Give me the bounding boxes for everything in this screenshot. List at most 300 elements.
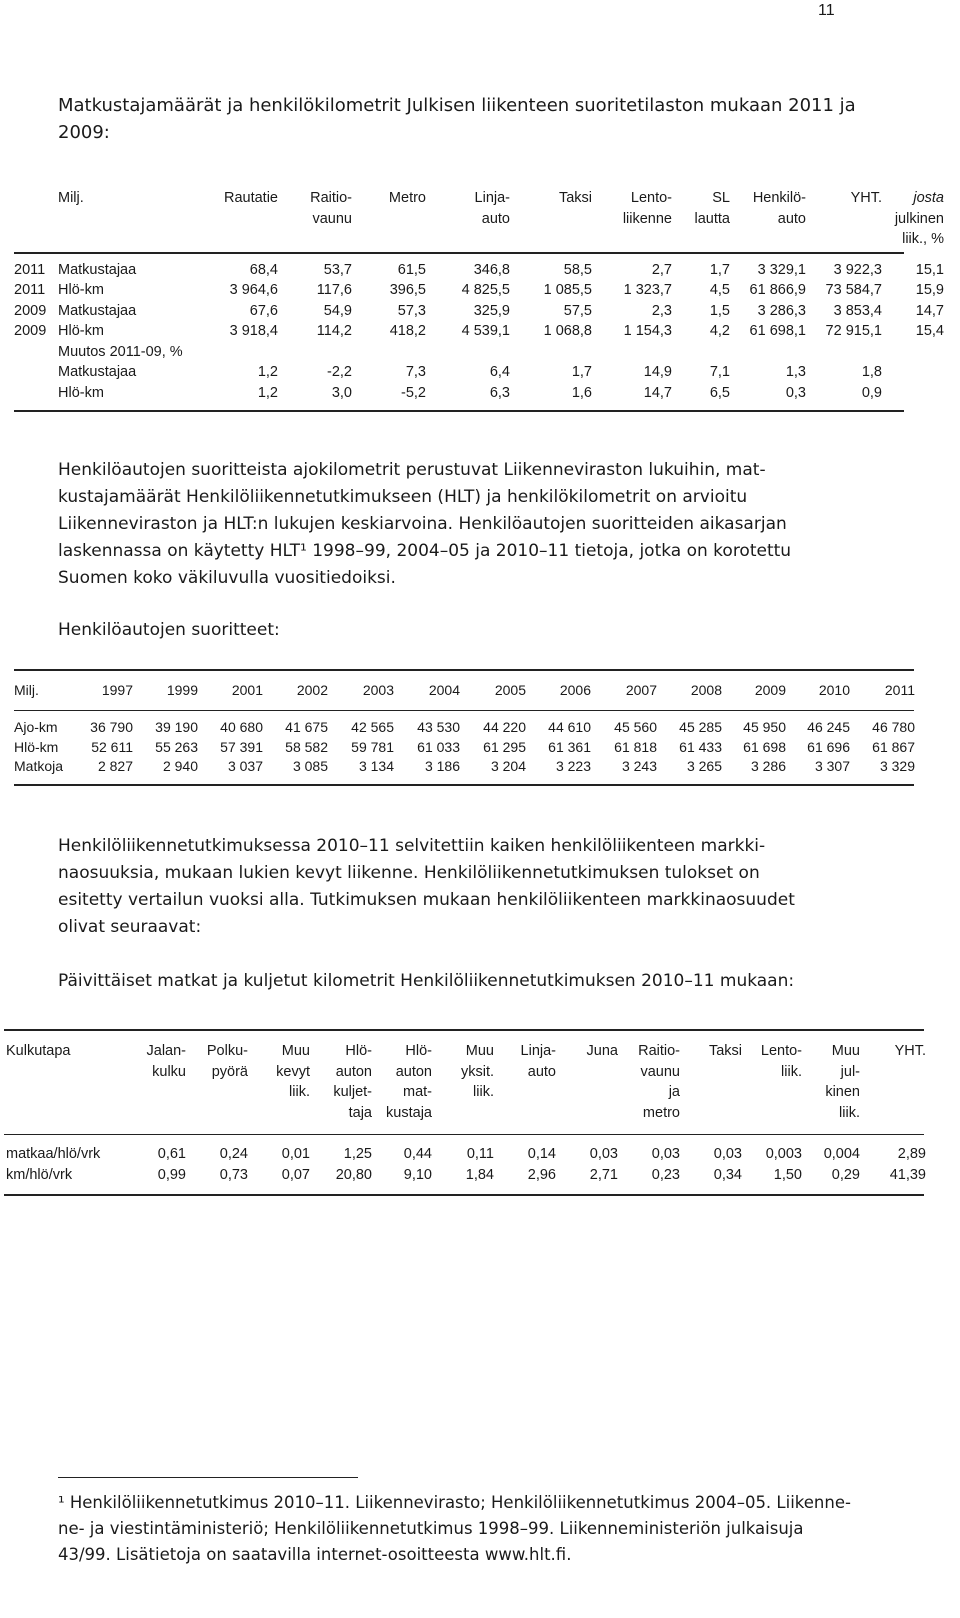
table1-header-cell: liikenne — [622, 210, 672, 227]
table1-cell: 72 915,1 — [825, 323, 882, 339]
table1-cell: 1 085,5 — [543, 282, 592, 298]
table3-header-cell: Taksi — [708, 1043, 742, 1059]
table1-header-cell: lautta — [694, 210, 730, 227]
table3-header-cell — [494, 1103, 556, 1124]
table1-header-cell — [58, 209, 168, 230]
table3-cell: 0,23 — [651, 1166, 680, 1183]
table2-cell: 61 696 — [807, 738, 850, 755]
table2-corner: Milj. — [14, 682, 39, 698]
table1-header-cell — [14, 188, 58, 209]
table1-cell: 4 825,5 — [461, 282, 510, 298]
table1-row — [14, 321, 944, 342]
table3-header-cell: mat- — [403, 1084, 432, 1100]
footnote — [58, 1490, 918, 1568]
footnote-line: 43/99. Lisätietoja on saatavilla internet-osoitteesta www.hlt.fi. — [58, 1545, 572, 1564]
table1-header-cell: auto — [777, 210, 806, 227]
table1-header-cell: josta — [913, 190, 944, 206]
table1-cell: 67,6 — [249, 302, 278, 319]
table1-cell: 1,2 — [257, 364, 278, 380]
table3-header-cell: Muu — [831, 1043, 860, 1059]
table1-year: 2009 — [14, 323, 47, 339]
table3-cell: 0,003 — [765, 1146, 802, 1162]
table2-cell: 3 329 — [879, 758, 915, 774]
table3-header-cell — [248, 1103, 310, 1124]
table1-row — [14, 260, 944, 281]
table2-year-header: 2006 — [559, 682, 591, 698]
table2-row-label: Hlö-km — [14, 738, 59, 755]
table3-bottom-rule — [4, 1194, 924, 1196]
table1-change-title-row — [14, 342, 944, 363]
paragraph-2-line: naosuuksia, mukaan lukien kevyt liikenne. Henkilöliikennetutkimuksen tulokset on — [58, 863, 760, 883]
table2-cell: 36 790 — [90, 719, 133, 735]
table3-header-cell — [556, 1103, 618, 1124]
table2-cell: 3 223 — [555, 758, 591, 774]
table1-header-cell: Henkilö- — [752, 190, 806, 206]
table1-header-cell — [352, 209, 426, 230]
table3-header-cell: kevyt — [276, 1063, 310, 1080]
table1-cell: -2,2 — [327, 364, 352, 380]
table2-cell: 44 220 — [483, 719, 526, 735]
table3-header-cell: Hlö- — [345, 1043, 372, 1059]
table2-year-header: 2011 — [884, 682, 915, 698]
table3-header-cell — [680, 1103, 742, 1124]
table1-top-rule — [14, 252, 904, 254]
table2-cell: 39 190 — [155, 719, 198, 735]
table3-header-cell: Linja- — [520, 1043, 556, 1059]
table3-header-cell: Raitio- — [638, 1043, 680, 1059]
footnote-line: ne- ja viestintäministeriö; Henkilöliikennetutkimus 1998–99. Liikenneministeriön julkaisuja — [58, 1519, 804, 1538]
table3-header-cell — [494, 1082, 556, 1103]
table2-row — [14, 718, 915, 738]
table2-cell: 55 263 — [155, 738, 198, 755]
table1-cell: 3 964,6 — [229, 282, 278, 298]
table2-cell: 3 134 — [358, 758, 394, 774]
table1-cell: 3 853,4 — [833, 302, 882, 319]
table3-heading: Päivittäiset matkat ja kuljetut kilometrit Henkilöliikennetutkimuksen 2010–11 mukaan: — [58, 971, 795, 991]
table1-cell: 6,4 — [489, 364, 510, 380]
table3-header-cell — [680, 1082, 742, 1103]
table3-header-row — [6, 1062, 926, 1083]
table2-year-header: 2009 — [754, 682, 786, 698]
table3-header-cell — [186, 1082, 248, 1103]
table1-header-cell — [14, 209, 58, 230]
table2-cell: 45 285 — [679, 719, 722, 735]
table3-header-cell — [6, 1103, 130, 1124]
table2-cell: 61 295 — [483, 738, 526, 755]
table3-header-cell — [556, 1062, 618, 1083]
table1-row-label: Hlö-km — [58, 384, 104, 401]
table1-cell: 346,8 — [473, 261, 510, 278]
table1-cell: 2,7 — [651, 261, 672, 278]
table1-cell: 325,9 — [473, 302, 510, 319]
table2-cell: 3 204 — [490, 758, 526, 774]
table1-header-cell: SL — [712, 190, 730, 206]
table2-header-rule — [14, 710, 914, 711]
table1-cell: 68,4 — [249, 261, 278, 278]
table3-header-cell: Polku- — [206, 1043, 248, 1059]
table3-header-cell: liik. — [289, 1084, 310, 1100]
paragraph-1-line: kustajamäärät Henkilöliikennetutkimukseen (HLT) ja henkilökilometrit on arvioitu — [58, 487, 748, 507]
table3-cell: 20,80 — [335, 1166, 372, 1183]
table1-cell: 1,2 — [257, 384, 278, 401]
table1-change-row — [14, 383, 944, 404]
table2-cell: 3 243 — [621, 758, 657, 774]
table1-header-cell — [806, 209, 882, 230]
table1-cell: 14,7 — [915, 302, 944, 319]
table1-cell: 6,5 — [709, 384, 730, 401]
table1-header-cell — [168, 229, 278, 250]
table2-cell: 45 560 — [614, 719, 657, 735]
table2-cell: 2 940 — [162, 758, 198, 774]
table2-cell: 61 698 — [743, 738, 786, 755]
table1-header-cell: Rautatie — [223, 190, 278, 206]
table2-body — [14, 718, 914, 777]
table2-year-header: 2002 — [296, 682, 328, 698]
table1-header-cell — [672, 229, 730, 250]
page-number: 11 — [818, 2, 835, 19]
table3-header-cell: jul- — [840, 1063, 860, 1080]
table1-year: 2011 — [14, 261, 46, 278]
table3-header-cell: Muu — [465, 1043, 494, 1059]
table3-header-cell: kinen — [825, 1084, 860, 1100]
table1-cell: 1,7 — [709, 261, 730, 278]
table2-bottom-rule — [14, 784, 914, 786]
table3-header-cell — [130, 1082, 186, 1103]
table3-cell: 9,10 — [403, 1166, 432, 1183]
table3 — [6, 1041, 926, 1123]
paragraph-2-line: olivat seuraavat: — [58, 917, 202, 937]
footnote-rule — [58, 1477, 358, 1478]
table1-header-cell: auto — [481, 210, 510, 227]
table2-row — [14, 738, 915, 758]
table1-cell: 61 866,9 — [749, 282, 806, 298]
table2-cell: 3 186 — [424, 758, 460, 774]
table1-cell: -5,2 — [401, 384, 426, 401]
table1-row — [14, 301, 944, 322]
table3-header-cell: kuljet- — [333, 1084, 372, 1100]
table3-header-cell — [130, 1103, 186, 1124]
table2-cell: 46 245 — [807, 719, 850, 735]
table2-year-header: 1997 — [101, 682, 133, 698]
table1-cell: 1,5 — [709, 302, 730, 319]
table1-cell: 418,2 — [389, 323, 426, 339]
table3-header-cell: ja — [668, 1084, 680, 1100]
table3-header-cell — [556, 1082, 618, 1103]
table1-cell — [882, 383, 944, 404]
table1-cell: 1,8 — [861, 364, 882, 380]
table3-cell: 0,29 — [831, 1166, 860, 1183]
table3-cell: 0,99 — [157, 1166, 186, 1183]
table3-header-row — [6, 1041, 926, 1062]
table1-header-cell: vaunu — [312, 210, 352, 227]
table1-header-cell: liik., % — [902, 231, 944, 247]
table2-header-row — [14, 681, 915, 701]
table3-header-cell — [186, 1103, 248, 1124]
table1-spacer — [14, 250, 944, 260]
table2-cell: 2 827 — [97, 758, 133, 774]
table1-cell: 117,6 — [316, 282, 352, 298]
table3-header-cell: auton — [395, 1063, 432, 1080]
table3-header-cell: yksit. — [460, 1063, 494, 1080]
table2-cell: 61 433 — [679, 738, 722, 755]
paragraph-1-line: Liikenneviraston ja HLT:n lukujen keskiarvoina. Henkilöautojen suoritteiden aikasarjan — [58, 514, 787, 534]
table1-row-label: Matkustajaa — [58, 364, 137, 380]
table1-grid — [14, 188, 944, 403]
table3-header-cell: Juna — [586, 1043, 618, 1059]
table2-cell: 61 867 — [872, 738, 915, 755]
paragraph-1 — [58, 457, 908, 592]
table1-cell: 1 323,7 — [623, 282, 672, 298]
table1-header-cell: YHT. — [850, 190, 882, 206]
table1-cell — [14, 362, 58, 383]
table3-cell: 1,50 — [773, 1166, 802, 1183]
table1-header-cell — [278, 229, 352, 250]
table3-cell: 2,89 — [897, 1146, 926, 1162]
table1-header-cell — [58, 229, 168, 250]
table1-cell: 57,5 — [563, 302, 592, 319]
table1-cell: 7,1 — [709, 364, 730, 380]
table3-cell: 0,03 — [651, 1146, 680, 1162]
table1-cell: 7,3 — [405, 364, 426, 380]
table1-cell: 4,5 — [709, 282, 730, 298]
table3-cell: 0,03 — [589, 1146, 618, 1162]
table3-header-cell — [432, 1103, 494, 1124]
table1-header-row — [14, 229, 944, 250]
table3-cell: 0,004 — [823, 1146, 860, 1162]
table3-cell: 1,25 — [343, 1146, 372, 1162]
table2-cell: 61 361 — [548, 738, 591, 755]
footnote-line: ¹ Henkilöliikennetutkimus 2010–11. Liikennevirasto; Henkilöliikennetutkimus 2004–05. Liikenne- — [58, 1493, 851, 1512]
table1-cell: 0,3 — [785, 384, 806, 401]
table1-cell: 3 918,4 — [229, 323, 278, 339]
table1-change-title: Muutos 2011-09, % — [58, 343, 183, 360]
table3-cell: 2,96 — [527, 1166, 556, 1183]
table3-header-cell: Jalan- — [146, 1043, 186, 1059]
table1-year: 2011 — [14, 282, 46, 298]
table1-header-cell — [58, 188, 168, 209]
paragraph-2-line: Henkilöliikennetutkimuksessa 2010–11 selvitettiin kaiken henkilöliikenteen markki- — [58, 836, 766, 856]
table2-year-header: 2004 — [428, 682, 460, 698]
table3-cell: 0,11 — [466, 1146, 494, 1162]
table3-header-cell: Hlö- — [405, 1043, 432, 1059]
table3-cell: 1,84 — [465, 1166, 494, 1183]
table3-header-cell: metro — [642, 1104, 680, 1121]
table3-header-cell — [6, 1082, 130, 1103]
paragraph-2 — [58, 833, 908, 941]
table1-row-label: Matkustajaa — [58, 302, 137, 319]
table3-row — [6, 1144, 926, 1165]
table1-cell: 15,4 — [915, 323, 944, 339]
table1-cell: 1,3 — [785, 364, 806, 380]
table2-cell: 3 037 — [227, 758, 263, 774]
table1-cell: 1 154,3 — [623, 323, 672, 339]
table1-change-row — [14, 362, 944, 383]
table3-cell: 0,73 — [219, 1166, 248, 1183]
table1-year: 2009 — [14, 302, 47, 319]
table1-cell: 61,5 — [397, 261, 426, 278]
table1-header-row — [14, 209, 944, 230]
table2-cell: 57 391 — [220, 738, 263, 755]
table1-header-cell: Metro — [388, 190, 426, 206]
table1-cell: 114,2 — [316, 323, 352, 339]
table1-cell: 4 539,1 — [461, 323, 510, 339]
table2-cell: 58 582 — [285, 738, 328, 755]
table1-cell: 396,5 — [389, 282, 426, 298]
table1-cell: 57,3 — [397, 302, 426, 319]
table1-header-cell — [168, 209, 278, 230]
table3-header-cell: liik. — [839, 1104, 860, 1121]
table2-year-header: 2010 — [818, 682, 850, 698]
table1-cell: 54,9 — [323, 302, 352, 319]
table2-cell: 42 565 — [351, 719, 394, 735]
table2-top-rule — [14, 669, 914, 671]
table3-header-rule — [4, 1134, 924, 1135]
table2-cell: 43 530 — [417, 719, 460, 735]
table2-cell: 61 818 — [614, 738, 657, 755]
table1-cell: 1,7 — [571, 364, 592, 380]
table3-cell: 2,71 — [589, 1166, 618, 1183]
table3-row — [6, 1165, 926, 1186]
table2-cell: 41 675 — [285, 719, 328, 735]
table2-year-header: 1999 — [166, 682, 198, 698]
table1-header-cell — [14, 229, 58, 250]
table3-corner: Kulkutapa — [6, 1043, 71, 1059]
table3-header-cell: liik. — [473, 1084, 494, 1100]
table1-cell: 3,0 — [331, 384, 352, 401]
table3-header-cell: auton — [335, 1063, 372, 1080]
table1-header-cell: Lento- — [630, 190, 672, 206]
table2-cell: 40 680 — [220, 719, 263, 735]
table1-cell — [14, 342, 58, 363]
table2-cell: 61 033 — [417, 738, 460, 755]
table2-cell: 3 085 — [292, 758, 328, 774]
table1-header-cell: Linja- — [474, 190, 510, 206]
table1-header-cell: Taksi — [558, 190, 592, 206]
table3-header-cell — [860, 1062, 926, 1083]
table3-top-rule — [4, 1029, 924, 1031]
table1-header-cell — [730, 229, 806, 250]
table1-cell: 3 922,3 — [833, 261, 882, 278]
table1-cell: 15,9 — [915, 282, 944, 298]
table1-cell: 6,3 — [489, 384, 510, 401]
table1-header-cell: julkinen — [894, 210, 944, 227]
table2-cell: 45 950 — [743, 719, 786, 735]
table3-header-cell — [742, 1082, 802, 1103]
table1-cell: 61 698,1 — [749, 323, 806, 339]
table2-cell: 3 265 — [686, 758, 722, 774]
table2-cell: 3 307 — [814, 758, 850, 774]
table3-cell: 0,44 — [403, 1146, 432, 1162]
table1-header-cell — [510, 209, 592, 230]
table1-bottom-rule — [14, 410, 904, 412]
table1-corner: Milj. — [58, 190, 84, 206]
table1-cell: 53,7 — [323, 261, 352, 278]
table3-header-cell: vaunu — [640, 1063, 680, 1080]
table1-cell: 14,9 — [643, 364, 672, 380]
table3-header-cell: YHT. — [894, 1043, 926, 1059]
table3-header-cell — [6, 1041, 130, 1062]
table3-cell: 0,07 — [281, 1166, 310, 1183]
table1-cell: 0,9 — [861, 384, 882, 401]
table1-cell: 4,2 — [709, 323, 730, 339]
table1-cell: 1,6 — [571, 384, 592, 401]
table1-row-label: Matkustajaa — [58, 261, 137, 278]
table2-row-label: Ajo-km — [14, 719, 58, 735]
table3-header-row — [6, 1082, 926, 1103]
table3-row-label: km/hlö/vrk — [6, 1166, 73, 1183]
table1-cell: 15,1 — [915, 261, 944, 278]
table2-cell: 44 610 — [548, 719, 591, 735]
table1-header-cell — [352, 229, 426, 250]
table3-header-cell: liik. — [781, 1063, 802, 1080]
table1-cell: 2,3 — [651, 302, 672, 319]
table3-cell: 41,39 — [889, 1166, 926, 1183]
table3-body — [6, 1144, 926, 1185]
table3-header-cell: Lento- — [760, 1043, 802, 1059]
table2-year-header: 2003 — [362, 682, 394, 698]
table2-year-header: 2008 — [690, 682, 722, 698]
table3-header-cell — [6, 1062, 130, 1083]
paragraph-1-line: Suomen koko väkiluvulla vuositiedoiksi. — [58, 568, 396, 588]
table2-year-header: 2001 — [231, 682, 263, 698]
table3-cell: 0,01 — [281, 1146, 310, 1162]
table1-cell: 3 286,3 — [757, 302, 806, 319]
paragraph-1-line: Henkilöautojen suoritteista ajokilometrit perustuvat Liikenneviraston lukuihin, mat- — [58, 460, 766, 480]
table3-header-cell: kulku — [152, 1063, 186, 1080]
table2-row — [14, 757, 915, 777]
table1-spacer-row — [14, 250, 944, 260]
table3-row-label: matkaa/hlö/vrk — [6, 1146, 101, 1162]
table1-header-cell: Raitio- — [310, 190, 352, 206]
table1-header-cell — [806, 229, 882, 250]
table3-header-cell — [680, 1062, 742, 1083]
table2-row-label: Matkoja — [14, 758, 64, 774]
table1-header-cell — [592, 229, 672, 250]
table3-header-cell: kustaja — [386, 1104, 432, 1121]
table3-header-row — [6, 1103, 926, 1124]
table2-cell: 3 286 — [750, 758, 786, 774]
table1-cell: 3 329,1 — [757, 261, 806, 278]
table2-cell: 59 781 — [351, 738, 394, 755]
table3-cell: 0,61 — [157, 1146, 186, 1162]
table1-cell — [882, 362, 944, 383]
table1-cell — [14, 383, 58, 404]
table3-header-cell: pyörä — [211, 1063, 248, 1080]
table1-cell: 58,5 — [563, 261, 592, 278]
table3-cell: 0,34 — [713, 1166, 742, 1183]
table2-year-header: 2005 — [494, 682, 526, 698]
table3-header-cell — [860, 1103, 926, 1124]
paragraph-1-line: laskennassa on käytetty HLT¹ 1998–99, 2004–05 ja 2010–11 tietoja, jotka on korotettu — [58, 541, 792, 561]
table3-header-cell: auto — [527, 1063, 556, 1080]
table1-cell: 73 584,7 — [825, 282, 882, 298]
table1 — [14, 188, 944, 403]
table2-cell: 46 780 — [872, 719, 915, 735]
table1-heading: Matkustajamäärät ja henkilökilometrit Julkisen liikenteen suoritetilaston mukaan 2011 ja 2009: — [58, 95, 856, 143]
table2-heading: Henkilöautojen suoritteet: — [58, 620, 280, 640]
table1-header-row — [14, 188, 944, 209]
paragraph-2-line: esitetty vertailun vuoksi alla. Tutkimuksen mukaan henkilöliikenteen markkinaosuudet — [58, 890, 795, 910]
table3-cell: 0,03 — [713, 1146, 742, 1162]
table3-header-cell — [860, 1082, 926, 1103]
table3-header-cell: Muu — [281, 1043, 310, 1059]
table1-row — [14, 280, 944, 301]
table3-cell: 0,24 — [219, 1146, 248, 1162]
table1-header-cell — [426, 229, 510, 250]
table1-header-cell — [510, 229, 592, 250]
table1-row-label: Hlö-km — [58, 282, 104, 298]
table1-cell: 14,7 — [643, 384, 672, 401]
